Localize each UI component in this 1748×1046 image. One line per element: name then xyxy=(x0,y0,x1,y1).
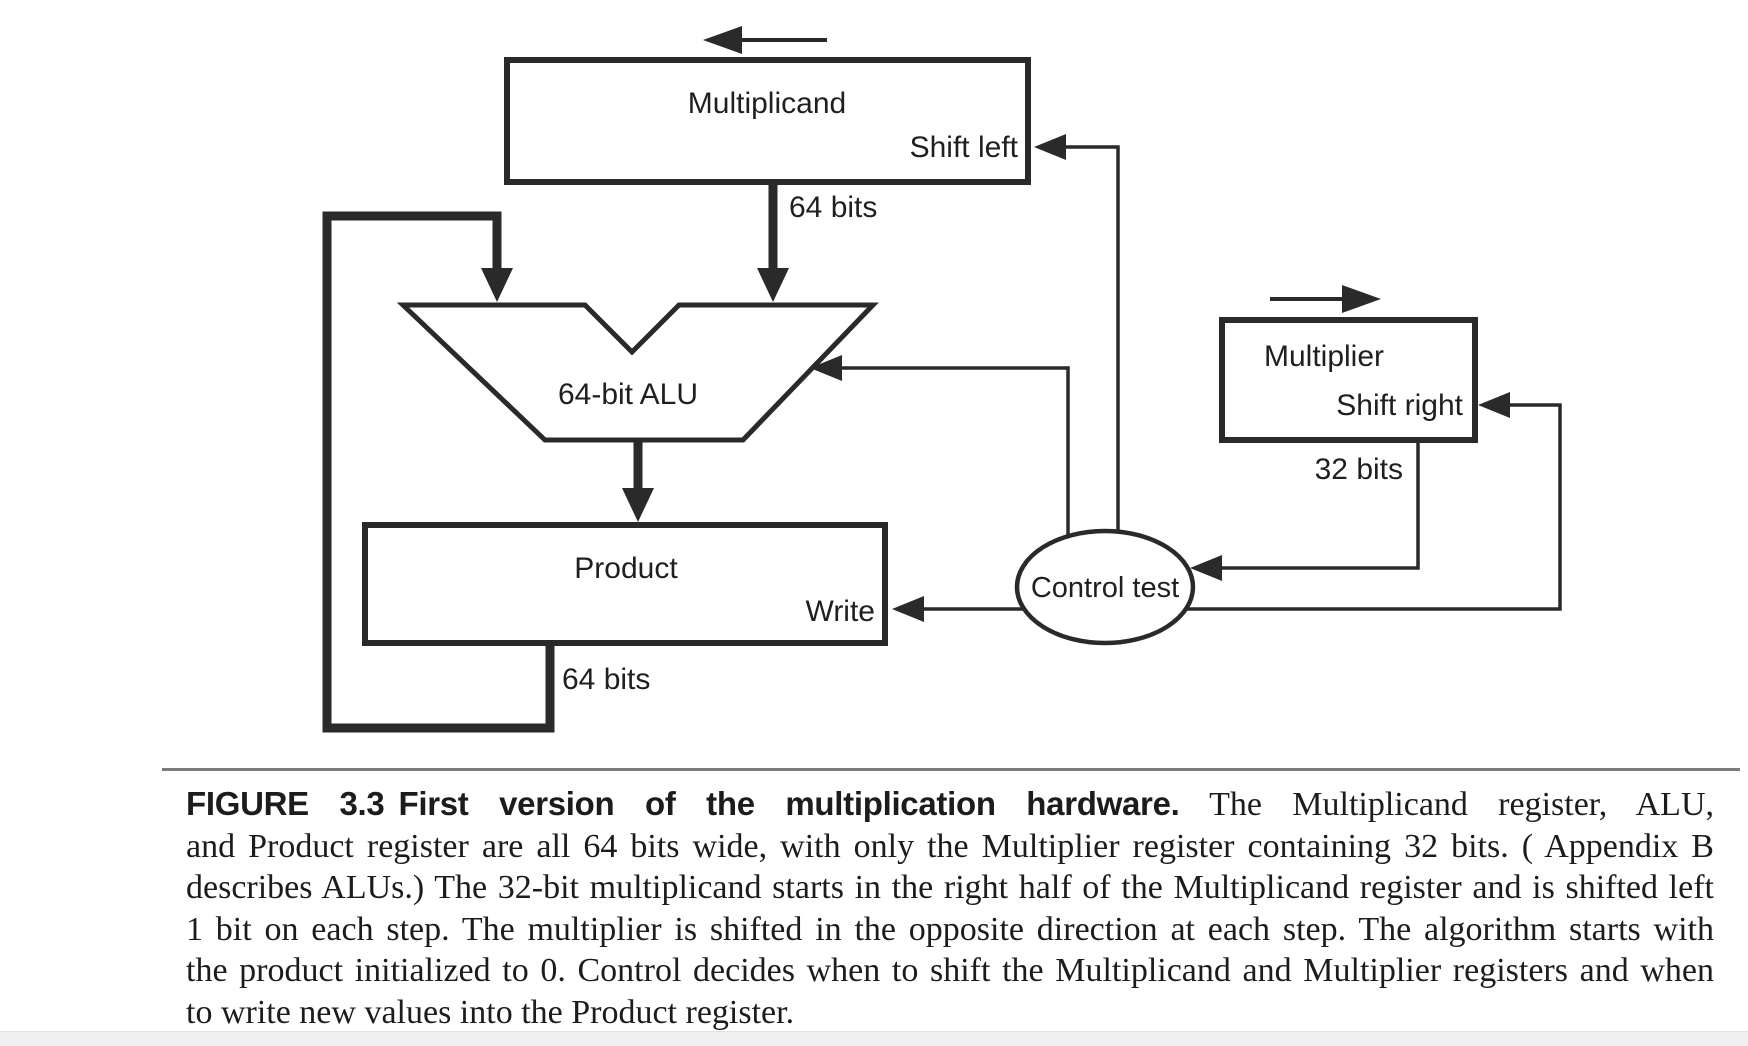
alu-shape xyxy=(403,305,873,440)
multiplier-label: Multiplier xyxy=(1263,340,1385,373)
window-bottom-strip xyxy=(0,1031,1748,1046)
control-to-multiplicand-shift-left-line xyxy=(1034,134,1118,536)
caption-line: the product initialized to 0. Control decides when to shift the Multiplicand and Multiplier registers and when xyxy=(186,952,1714,989)
alu-to-product-arrow xyxy=(622,438,654,522)
caption-figure-title: First version of the multiplication hardware. xyxy=(398,785,1180,822)
caption-line: to write new values into the Product register. xyxy=(186,993,795,1031)
control-to-alu-line xyxy=(810,355,1068,536)
product-label: Product xyxy=(574,552,678,585)
multiplicand-to-alu-arrow xyxy=(757,180,789,302)
caption-line: and Product register are all 64 bits wide, with only the Multiplier register containing 32 bits. ( Appendix B xyxy=(186,827,1714,865)
product-bus-width-label: 64 bits xyxy=(562,663,651,696)
multiplicand-shift-left-label: Shift left xyxy=(909,131,1018,164)
multiplicand-bus-width-label: 64 bits xyxy=(789,191,878,224)
multiplier-bus-width-label: 32 bits xyxy=(1314,453,1403,486)
caption-line xyxy=(186,783,1714,826)
shift-right-direction-arrow xyxy=(1270,285,1381,313)
multiplier-shift-right-label: Shift right xyxy=(1336,389,1463,422)
caption-divider-rule xyxy=(162,768,1740,771)
product-to-alu-feedback-arrow xyxy=(327,216,550,728)
product-write-label: Write xyxy=(805,595,875,628)
control-test-label: Control test xyxy=(1030,572,1180,604)
multiplicand-label: Multiplicand xyxy=(687,87,847,120)
caption-line: 1 bit on each step. The multiplier is shifted in the opposite direction at each step. The algorithm starts with xyxy=(186,910,1714,948)
caption-figure-number: FIGURE 3.3 xyxy=(186,785,385,822)
caption-line: describes ALUs.) The 32-bit multiplicand starts in the right half of the Multiplicand register and is shifted left xyxy=(186,869,1714,906)
alu-label: 64-bit ALU xyxy=(557,378,699,411)
shift-left-direction-arrow xyxy=(703,26,827,54)
multiplier-register-box xyxy=(1222,320,1475,440)
figure-caption xyxy=(186,783,1714,1033)
caption-text: The Multiplicand register, ALU, xyxy=(1179,786,1714,823)
